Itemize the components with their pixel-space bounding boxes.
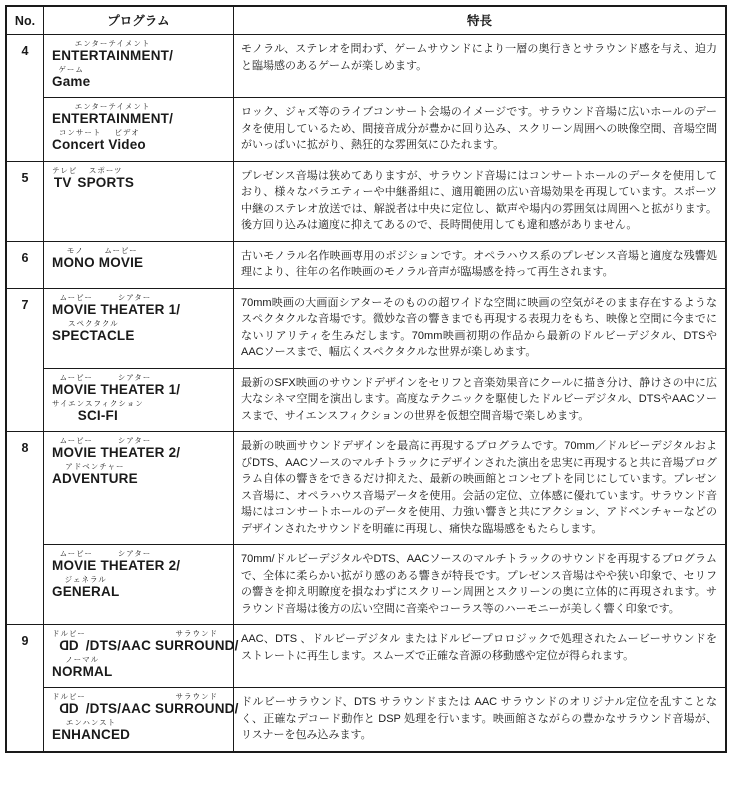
- program-rows: [44, 625, 725, 751]
- program-name-text: ENTERTAINMENT/: [52, 48, 174, 63]
- row-number: 8: [7, 432, 44, 624]
- program-name-text: ENTERTAINMENT/: [52, 111, 174, 126]
- program-name-cell: [44, 35, 234, 97]
- program-name-cell: [44, 625, 239, 687]
- table-group: [7, 432, 725, 625]
- furigana-label: シアター: [117, 292, 152, 302]
- program-name-segment: [52, 462, 138, 487]
- feature-description: 70mm/ドルビーデジタルやDTS、AACソースのマルチトラックのサウンドを再現するプログラムで、全体に柔らかい拡がり感のある響きが特長です。プレゼンス音場はやや狭い印象で、セリフの響きを抑え明瞭度を損なわずにスクリーン周囲とスクリーンの奥に立体的に再現されます。サラウンド音場は後方の広い空間に音楽やコーラス等のハーモニーが美しく響く印象です。: [241, 553, 717, 615]
- row-number: 7: [7, 289, 44, 432]
- program-name-text: NORMAL: [52, 664, 113, 679]
- feature-description: 最新の映画サウンドデザインを最高に再現するプログラムです。70mm／ドルビーデジタルおよびDTS、AACソースのマルチトラックにデザインされた演出を忠実に再現すると共に音場プログラム自体の響きをできるだけ抑えた、最新の映画館とコンセプトを同じにしています。プレゼンス音場に、オペラハウス音場データを使用。会話の定位、立体感に優れています。サラウンド音場にはコンサートホールのデータを使用、力強い響きと共にアクション、アドベンチャーなどのデザインされたサウンドを明確に再現し、痛快な臨場感をもたらします。: [241, 440, 717, 535]
- program-name-segment: [169, 558, 181, 574]
- program-name-segment: [100, 293, 168, 318]
- program-rows: [44, 289, 725, 432]
- program-name-segment: [169, 445, 181, 461]
- program-name-segment: [100, 549, 168, 574]
- program-name-segment: [99, 246, 144, 271]
- furigana-label: シアター: [117, 372, 152, 382]
- program-name-segment: [52, 102, 173, 127]
- program-name-cell: [44, 242, 234, 288]
- furigana-label: スペクタクル: [67, 318, 119, 328]
- program-name-segment: [52, 655, 112, 680]
- program-rows: [44, 162, 725, 241]
- program-name-cell: [44, 432, 234, 544]
- program-name-text: ADVENTURE: [52, 471, 138, 486]
- furigana-label: エンハンスト: [65, 718, 117, 727]
- program-name-text: THEATER: [100, 558, 169, 573]
- feature-description: AAC、DTS 、ドルビーデジタル またはドルビープロロジックで処理されたムービーサウンドをストレートに再生します。スムーズで正確な音源の移動感や定位が得られます。: [241, 633, 717, 662]
- program-name-line: [52, 246, 231, 271]
- furigana-label: サラウンド: [175, 692, 219, 701]
- program-rows: [44, 35, 725, 161]
- program-name-line: [52, 102, 231, 127]
- program-name-line: [52, 65, 231, 90]
- program-name-text: TV: [53, 174, 76, 190]
- program-name-segment: [100, 436, 168, 461]
- program-name-cell: [44, 162, 234, 241]
- furigana-label: ムービー: [59, 549, 93, 558]
- program-name-text: Concert: [52, 137, 109, 152]
- program-row: [44, 545, 725, 624]
- program-name-text: MOVIE: [52, 381, 101, 397]
- program-name-text: GENERAL: [52, 584, 120, 599]
- furigana-label: サラウンド: [175, 629, 219, 638]
- feature-description: プレゼンス音場は狭めてありますが、サラウンド音場にはコンサートホールのデータを使用しており、様々なバラエティーや中継番組に、適用範囲の広い音場効果を再現しています。スポーツ中継のステレオ放送では、解説者は中央に定位し、歓声や場内の雰囲気は周囲へと拡がります。後方回り込みは適度に抑えてあるので、長時間使用しても違和感がありません。: [241, 169, 717, 231]
- program-name-segment: [155, 629, 239, 654]
- program-name-line: [52, 549, 231, 574]
- program-name-line: [52, 399, 231, 424]
- program-row: [44, 625, 725, 688]
- program-name-text: MOVIE: [52, 558, 101, 573]
- furigana-label: ゲーム: [58, 65, 84, 74]
- program-name-segment: [52, 575, 119, 600]
- program-name-line: [52, 629, 239, 654]
- furigana-label: ドルビー: [52, 629, 86, 638]
- program-row: [44, 688, 725, 751]
- column-header-program: プログラム: [44, 7, 234, 34]
- program-name-segment: [52, 39, 173, 64]
- furigana-label: ジェネラル: [64, 575, 107, 584]
- program-name-text: MOVIE: [52, 445, 101, 460]
- program-row: [44, 98, 725, 161]
- row-number: 4: [7, 35, 44, 161]
- program-name-segment: [52, 246, 99, 271]
- program-name-segment: [155, 692, 239, 717]
- program-name-segment: [52, 549, 100, 574]
- program-name-text: 1/: [168, 381, 181, 397]
- program-name-segment: [108, 128, 146, 153]
- sound-program-table: [5, 5, 727, 753]
- program-name-segment: [52, 128, 108, 153]
- furigana-label: ムービー: [59, 372, 93, 382]
- program-name-line: [52, 575, 231, 600]
- program-name-segment: [52, 166, 77, 191]
- furigana-label: ビデオ: [114, 128, 140, 137]
- program-name-segment: [169, 382, 181, 398]
- program-name-segment: [52, 65, 90, 90]
- program-name-segment: [52, 436, 100, 461]
- furigana-label: シアター: [117, 436, 152, 445]
- program-name-text: SCI-FI: [77, 407, 118, 423]
- program-name-text: 1/: [168, 301, 181, 317]
- program-name-text: THEATER: [100, 445, 169, 460]
- program-name-text: SURROUND/: [155, 638, 239, 653]
- program-name-line: [52, 462, 231, 487]
- row-number: 9: [7, 625, 44, 751]
- program-name-line: [52, 436, 231, 461]
- furigana-label: ムービー: [104, 245, 138, 255]
- program-name-line: [52, 718, 231, 743]
- table-group: [7, 289, 725, 433]
- program-name-text: THEATER: [100, 381, 169, 397]
- table-header-row: [7, 7, 725, 35]
- row-number: 5: [7, 162, 44, 241]
- program-name-segment: [100, 373, 168, 398]
- program-row: [44, 432, 725, 545]
- feature-description: 最新のSFX映画のサウンドデザインをセリフと音楽効果音にクールに描き分け、静けさの中に広大なシネマ空間を演出します。高度なテクニックを駆使したドルビーデジタル、DTSやAACソースまで、サイエンスフィクションの世界を仮想空間音場で楽しめます。: [241, 376, 717, 422]
- program-row: [44, 35, 725, 98]
- furigana-label: ムービー: [59, 292, 93, 302]
- program-name-segment: [52, 718, 130, 743]
- feature-description: モノラル、ステレオを問わず、ゲームサウンドにより一層の奥行きとサラウンド感を与え、迫力と臨場感のあるゲームが楽しめます。: [241, 43, 717, 72]
- program-rows: [44, 432, 725, 624]
- program-name-segment: [86, 701, 155, 717]
- program-name-line: [52, 39, 231, 64]
- program-name-segment: [52, 629, 86, 654]
- program-name-line: [52, 319, 231, 344]
- program-row: [44, 369, 725, 432]
- dolby-digital-logo: DD: [58, 638, 79, 653]
- feature-description: 70mm映画の大画面シアターそのものの超ワイドな空間に映画の空気がそのまま存在するようなスペクタクルな音場です。微妙な音の響きまでも再現する表現力をもち、映像と空間に今までにないリアリティを生みだします。70mm映画初期の作品から最新のドルビーデジタル、DTSやAACソースまで、幅広くスペクタクルな世界が楽しめます。: [241, 296, 717, 358]
- program-name-text: MOVIE: [98, 254, 144, 270]
- furigana-label: ノーマル: [65, 655, 100, 664]
- program-name-text: 2/: [168, 445, 181, 460]
- program-name-text: Game: [52, 74, 91, 89]
- feature-description: ロック、ジャズ等のライブコンサート会場のイメージです。サラウンド音場に広いホールのデータを使用しているため、間接音成分が豊かに回り込み、スクリーン周囲への映像空間、音場空間がいっぱいに拡がり、熱狂的な雰囲気にひたれます。: [241, 106, 717, 151]
- table-body: [7, 35, 725, 751]
- program-name-segment: [52, 373, 100, 398]
- program-name-text: SPORTS: [77, 174, 135, 190]
- feature-description: 古いモノラル名作映画専用のポジションです。オペラハウス系のプレゼンス音場と適度な残響処理により、往年の名作映画のモノラル音声が臨場感を持って再生されます。: [241, 249, 717, 278]
- dolby-flipped-d: D: [58, 701, 69, 716]
- program-name-segment: [52, 319, 135, 344]
- program-name-line: [52, 293, 231, 318]
- furigana-label: ムービー: [59, 436, 93, 445]
- program-name-segment: [86, 638, 155, 654]
- furigana-label: テレビ: [52, 165, 78, 175]
- program-name-text: ENHANCED: [52, 727, 131, 742]
- program-name-text: /DTS/AAC: [85, 638, 156, 653]
- program-rows: [44, 242, 725, 288]
- program-name-line: [52, 692, 239, 717]
- program-name-text: SPECTACLE: [52, 327, 135, 343]
- dolby-digital-logo: DD: [58, 701, 79, 716]
- program-name-text: MOVIE: [52, 301, 101, 317]
- program-name-segment: [169, 302, 181, 318]
- table-group: [7, 162, 725, 242]
- program-name-cell: [44, 289, 234, 368]
- feature-description: ドルビーサラウンド、DTS サラウンドまたは AAC サラウンドのオリジナル定位を乱すことなく、正確なデコード動作と DSP 処理を行います。映画館さながらの豊かなサラウンド音場が、リスナーを包み込みます。: [241, 696, 717, 741]
- furigana-label: アドベンチャー: [65, 462, 125, 471]
- dolby-flipped-d: D: [58, 638, 69, 653]
- program-name-cell: [44, 545, 234, 624]
- furigana-label: スポーツ: [88, 165, 123, 175]
- row-number: 6: [7, 242, 44, 288]
- table-group: [7, 625, 725, 751]
- program-name-segment: [77, 166, 134, 191]
- column-header-no: No.: [7, 7, 44, 34]
- program-name-text: SURROUND/: [155, 701, 239, 716]
- program-name-segment: [52, 692, 86, 717]
- program-name-line: [52, 166, 231, 191]
- program-name-cell: [44, 369, 234, 432]
- program-name-segment: [52, 399, 144, 424]
- table-group: [7, 35, 725, 162]
- program-row: [44, 289, 725, 369]
- furigana-label: サイエンスフィクション: [52, 398, 144, 408]
- program-name-line: [52, 373, 231, 398]
- program-row: [44, 162, 725, 241]
- furigana-label: ドルビー: [52, 692, 86, 701]
- program-name-cell: [44, 98, 234, 161]
- furigana-label: コンサート: [58, 128, 102, 137]
- program-name-cell: [44, 688, 239, 751]
- program-name-text: THEATER: [100, 301, 169, 317]
- program-name-line: [52, 128, 231, 153]
- program-name-line: [52, 655, 231, 680]
- furigana-label: エンターテイメント: [74, 39, 151, 48]
- program-name-segment: [52, 293, 100, 318]
- program-name-text: Video: [108, 137, 146, 152]
- column-header-feature: 特長: [466, 14, 492, 28]
- program-row: [44, 242, 725, 288]
- program-name-text: /DTS/AAC: [85, 701, 156, 716]
- furigana-label: シアター: [117, 549, 152, 558]
- furigana-label: モノ: [66, 245, 84, 255]
- program-name-text: 2/: [168, 558, 181, 573]
- furigana-label: エンターテイメント: [74, 102, 151, 111]
- table-group: [7, 242, 725, 289]
- program-name-text: MONO: [52, 254, 99, 270]
